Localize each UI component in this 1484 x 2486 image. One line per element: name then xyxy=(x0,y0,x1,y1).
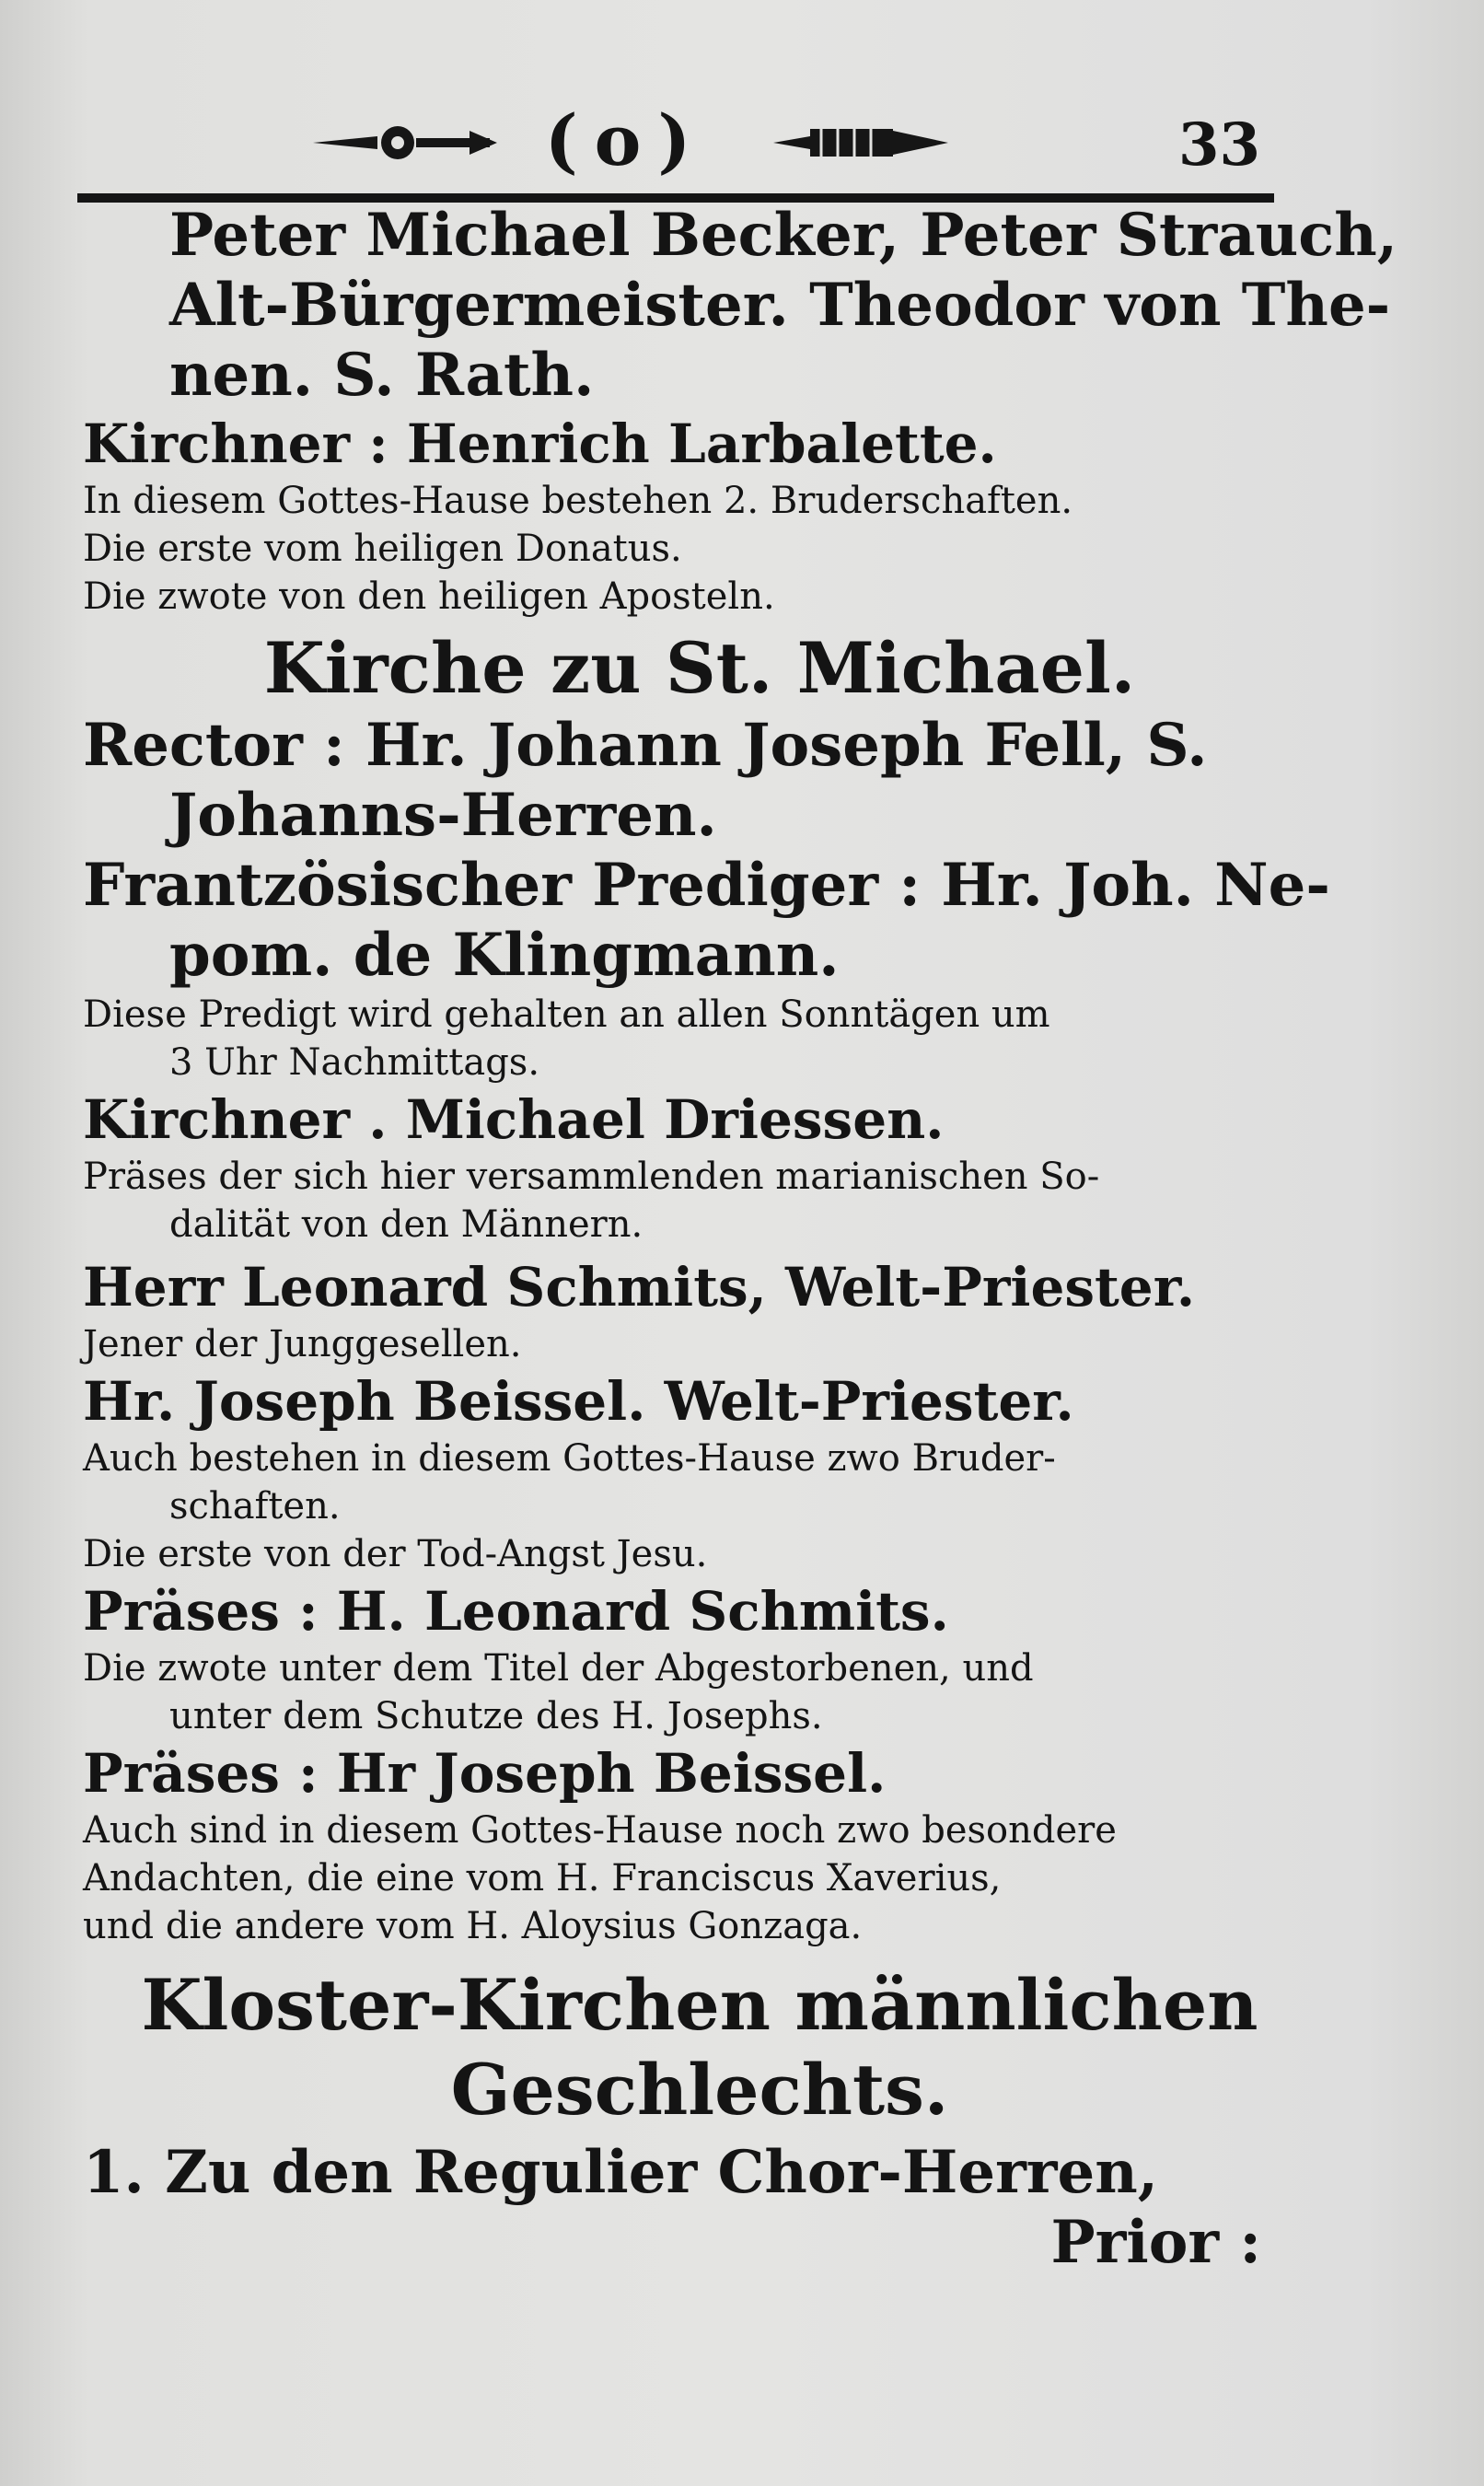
page-header xyxy=(0,92,1484,193)
page-body xyxy=(83,201,1397,2278)
text-line: Prior : xyxy=(1050,2208,1261,2277)
section-heading: Geschlechts. xyxy=(450,2049,949,2131)
text-line: 1. Zu den Regulier Chor-Herren, xyxy=(83,2138,1159,2207)
text-line: Diese Predigt wird gehalten an allen Sonntägen um xyxy=(83,993,1050,1036)
text-line: Präses : Hr Joseph Beissel. xyxy=(83,1742,887,1805)
text-line: 3 Uhr Nachmittags. xyxy=(169,1041,540,1084)
text-line: Alt-Bürgermeister. Theodor von The- xyxy=(169,271,1391,340)
page-number: 33 xyxy=(1178,110,1261,180)
left-ornament-icon xyxy=(313,120,497,166)
text-line: Kirchner . Michael Driessen. xyxy=(83,1088,945,1151)
text-line: und die andere vom H. Aloysius Gonzaga. xyxy=(83,1905,863,1947)
text-line: Herr Leonard Schmits, Welt-Priester. xyxy=(83,1256,1196,1319)
text-line: Die zwote von den heiligen Aposteln. xyxy=(83,575,775,618)
text-line: In diesem Gottes-Hause bestehen 2. Bruderschaften. xyxy=(83,480,1073,522)
text-line: nen. S. Rath. xyxy=(169,341,595,410)
text-line: Auch sind in diesem Gottes-Hause noch zwo besondere xyxy=(83,1809,1117,1852)
text-line: Auch bestehen in diesem Gottes-Hause zwo Bruder- xyxy=(83,1437,1056,1480)
text-line: Die erste von der Tod-Angst Jesu. xyxy=(83,1533,708,1575)
text-line: unter dem Schutze des H. Josephs. xyxy=(169,1695,823,1737)
text-line: Andachten, die eine vom H. Franciscus Xaverius, xyxy=(83,1857,1002,1899)
text-line: Präses : H. Leonard Schmits. xyxy=(83,1580,949,1643)
right-ornament-icon xyxy=(773,120,957,166)
text-line: Peter Michael Becker, Peter Strauch, xyxy=(169,201,1397,270)
section-heading: Kirche zu St. Michael. xyxy=(263,627,1136,709)
text-line: Jener der Junggesellen. xyxy=(83,1323,522,1365)
text-line: Präses der sich hier versammlenden marianischen So- xyxy=(83,1156,1100,1198)
text-line: Frantzösischer Prediger : Hr. Joh. Ne- xyxy=(83,851,1330,920)
text-line: Hr. Joseph Beissel. Welt-Priester. xyxy=(83,1370,1074,1433)
text-line: schaften. xyxy=(169,1485,341,1528)
text-line: Rector : Hr. Johann Joseph Fell, S. xyxy=(83,711,1208,780)
text-line: pom. de Klingmann. xyxy=(169,921,840,990)
text-line: dalität von den Männern. xyxy=(169,1203,643,1246)
text-line: Kirchner : Henrich Larbalette. xyxy=(83,412,997,475)
text-line: Die erste vom heiligen Donatus. xyxy=(83,528,682,570)
text-line: Die zwote unter dem Titel der Abgestorbenen, und xyxy=(83,1647,1034,1690)
header-ornament-text: (o) xyxy=(544,99,708,181)
section-heading: Kloster-Kirchen männlichen xyxy=(141,1964,1258,2046)
text-line: Johanns-Herren. xyxy=(169,781,717,850)
